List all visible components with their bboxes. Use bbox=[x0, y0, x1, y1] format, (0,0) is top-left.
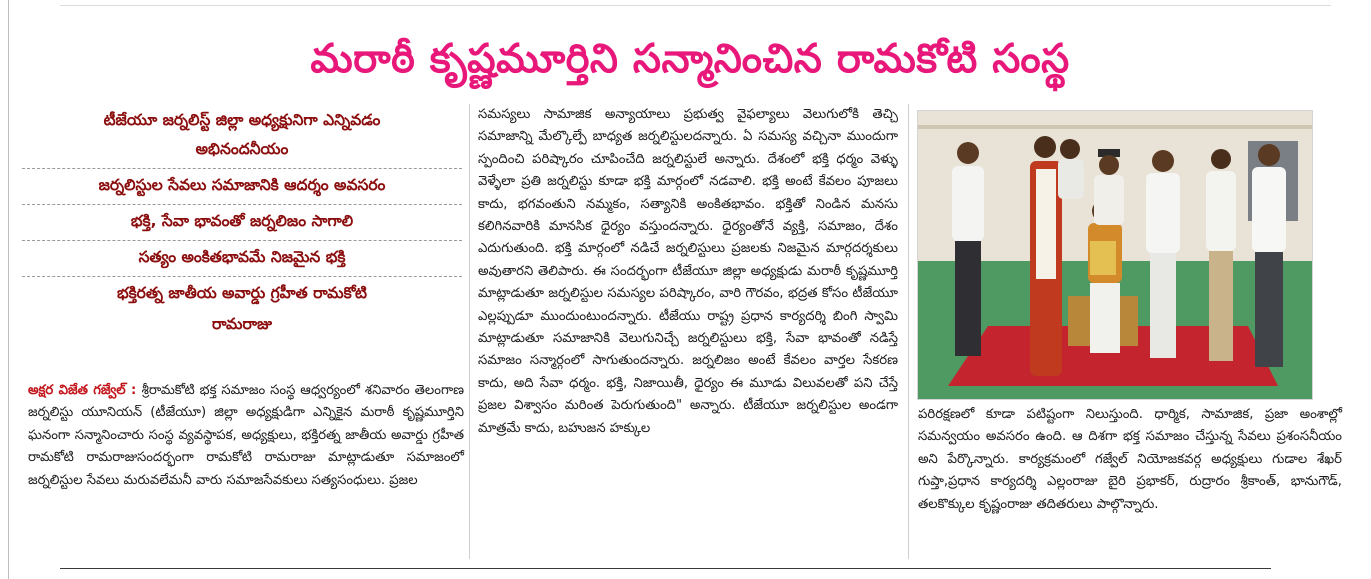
person-2-robed bbox=[1030, 136, 1062, 376]
body-line: వచ్చినా ముందుగా స్పందించి పరిష్కారం చూపించేది జర్నలిస్టులే bbox=[478, 129, 898, 167]
subhead-5-cont: రామరాజు bbox=[212, 315, 272, 333]
photo-illustration bbox=[918, 111, 1313, 400]
body-line: నమ్మకం, సత్యానికి అంకితభావం. భక్తితో నిండిన మనసు bbox=[586, 196, 898, 212]
body-line: జర్నలిస్టులు భక్తి, సేవా భావంతో నడిస్తే సమాజం సన్మార్గంలో bbox=[478, 331, 899, 369]
person-1 bbox=[952, 142, 984, 356]
body-column-1 bbox=[28, 380, 464, 492]
column-divider bbox=[469, 104, 470, 559]
body-line: చేస్తున్న సేవలు ప్రశంసనీయం అని పేర్కొన్నారు. కార్యక్రమంలో bbox=[918, 429, 1342, 467]
body-line: కోసం టీజేయూ ఎల్లప్పుడూ ముందుంటుందన్నారు. టీజేయు రాష్ట్ర bbox=[478, 286, 898, 324]
bottom-rule bbox=[60, 568, 1271, 569]
body-line: తెచ్చి సమాజాన్ని మేల్కొల్పే బాధ్యత జర్నలిస్టులదన్నారు. ఏ సమస్య bbox=[478, 107, 898, 145]
body-line: మరువలేమనీ వారు సమాజసేవకులు సత్యసంధులు. ప్రజల bbox=[123, 472, 418, 488]
body-line: మార్గంలో నడవాలి. భక్తి అంటే కేవలం పూజలు కాదు, భగవంతుని bbox=[478, 174, 898, 212]
body-line: సందర్భంగా టీజేయూ జిల్లా అధ్యక్షుడు మరాఠీ కృష్ణమూర్తి bbox=[610, 263, 899, 279]
article-headline: మరాఠీ కృష్ణమూర్తిని సన్మానించిన రామకోటి సంస్థ bbox=[310, 36, 1070, 82]
body-line: సమస్యలు సామాజిక అన్యాయాలు ప్రభుత్వ వైఫల్యాలు వెలుగులోకి bbox=[478, 107, 873, 122]
body-line: కృష్ణంరాజు తదితరులు పాల్గొన్నారు. bbox=[978, 496, 1159, 512]
body-line: ఆధ్వర్యంలో శనివారం తెలంగాణ జర్నలిస్టు యూనియన్ (టీజేయూ) bbox=[28, 383, 464, 421]
body-line: అవార్డు గ్రహీత రామకోటి రామరాజుసందర్భంగా రామకోటి bbox=[28, 427, 464, 466]
byline: అక్షర విజేత గజ్వేల్ : bbox=[28, 383, 142, 398]
body-line: అన్నారు. దేశంలో భక్తి ధర్మం వెళ్ళు వెళ్ళేలా ప్రతి జర్నలిస్టు కూడా భక్తి bbox=[478, 151, 898, 190]
body-line: పరిరక్షణలో కూడా పటిష్టంగా నిలుస్తుంది. ధార్మిక, సామాజిక, ప్రజా bbox=[918, 407, 1300, 422]
body-line: కలిగినవారికి మానసిక ధైర్యం వస్తుందన్నారు. ధైర్యంతోనే వ్యక్తి, bbox=[478, 219, 818, 235]
subhead-1: టీజేయూ జర్నలిస్ట్ జిల్లా అధ్యక్షునిగా ఎన్నివడం bbox=[103, 111, 381, 129]
body-column-2 bbox=[478, 104, 898, 440]
page-edge bbox=[8, 0, 9, 579]
body-line: ప్రధాన కార్యదర్శి బింగి స్వామి మాట్లాడుతూ సమాజానికి వెలుగునిచ్చే bbox=[478, 308, 899, 347]
body-line: మాట్లాడుతూ జర్నలిస్టుల సమస్యల పరిష్కారం, వారి గౌరవం, భద్రత bbox=[478, 286, 822, 302]
body-line: ఎల్లంరాజు బైరి ప్రభాకర్, రుద్రారం శ్రీకాంత్, భానుగౌడ్, తలకొక్కుల bbox=[918, 474, 1342, 512]
body-line: రామరాజు మాట్లాడుతూ సమాజంలో జర్నలిస్టుల సేవలు bbox=[28, 450, 464, 488]
body-line: టీజేయూ జర్నలిస్టుల అండగా మాత్రమే కాదు, బహుజన హక్కుల bbox=[478, 398, 898, 436]
body-line: ప్రజలకు నిజమైన మార్గదర్శకులు అవుతారని తెలిపారు. ఈ bbox=[478, 241, 898, 279]
subheads-block bbox=[22, 104, 462, 343]
body-line: పని చేస్తే ప్రజల విశ్వాసం మరింత పెరుగుతుంది" అన్నారు. bbox=[478, 375, 898, 414]
body-line: సాగుతుందన్నారు. జర్నలిజం అంటే కేవలం వార్తల సేకరణ కాదు, bbox=[478, 353, 898, 391]
person-6 bbox=[1206, 149, 1236, 361]
subhead-1-cont: అభినందనీయం bbox=[22, 135, 462, 169]
column-divider bbox=[908, 104, 909, 559]
person-5 bbox=[1146, 150, 1180, 358]
body-line: అది సేవా ధర్మం. భక్తి, నిజాయితీ, ధైర్యం ఈ మూడు విలువలతో bbox=[513, 375, 854, 391]
subhead-4: సత్యం అంకితభావమే నిజమైన భక్తి bbox=[22, 241, 462, 277]
body-line: సమాజం, దేశం ఎదుగుతుంది. భక్తి మార్గంలో నడిచే జర్నలిస్టులు bbox=[478, 219, 898, 257]
body-line: గజ్వేల్ నియోజకవర్గ అధ్యక్షులు గుడాల శేఖర్ గుప్తా,ప్రధాన కార్యదర్శి bbox=[918, 451, 1342, 490]
body-line: శ్రీరామకోటి భక్త సమాజం సంస్థ bbox=[141, 383, 301, 398]
subhead-2: జర్నలిస్టుల సేవలు సమాజానికి ఆదర్శం అవసరం bbox=[22, 169, 462, 205]
group-felicitation-photo bbox=[917, 110, 1313, 400]
body-line: అంశాల్లో సమన్వయం అవసరం ఉంది. ఆ దిశగా భక్త సమాజం bbox=[918, 407, 1342, 445]
person-7 bbox=[1252, 144, 1286, 367]
body-line: సన్మానించారు సంస్థ వ్యవస్థాపక, అధ్యక్షులు, భక్తిరత్న జాతీయ bbox=[74, 427, 391, 443]
subhead-5: భక్తిరత్న జాతీయ అవార్డు గ్రహీత రామకోటి bbox=[116, 284, 368, 302]
photo-wall-trim bbox=[918, 125, 1313, 129]
body-line: జిల్లా అధ్యక్షుడిగా ఎన్నికైన మరాఠీ కృష్ణమూర్తిని ఘనంగా bbox=[28, 405, 464, 443]
top-rule bbox=[60, 5, 1331, 6]
body-column-3 bbox=[918, 404, 1342, 516]
subhead-3: భక్తి, సేవా భావంతో జర్నలిజం సాగాలి bbox=[22, 205, 462, 241]
